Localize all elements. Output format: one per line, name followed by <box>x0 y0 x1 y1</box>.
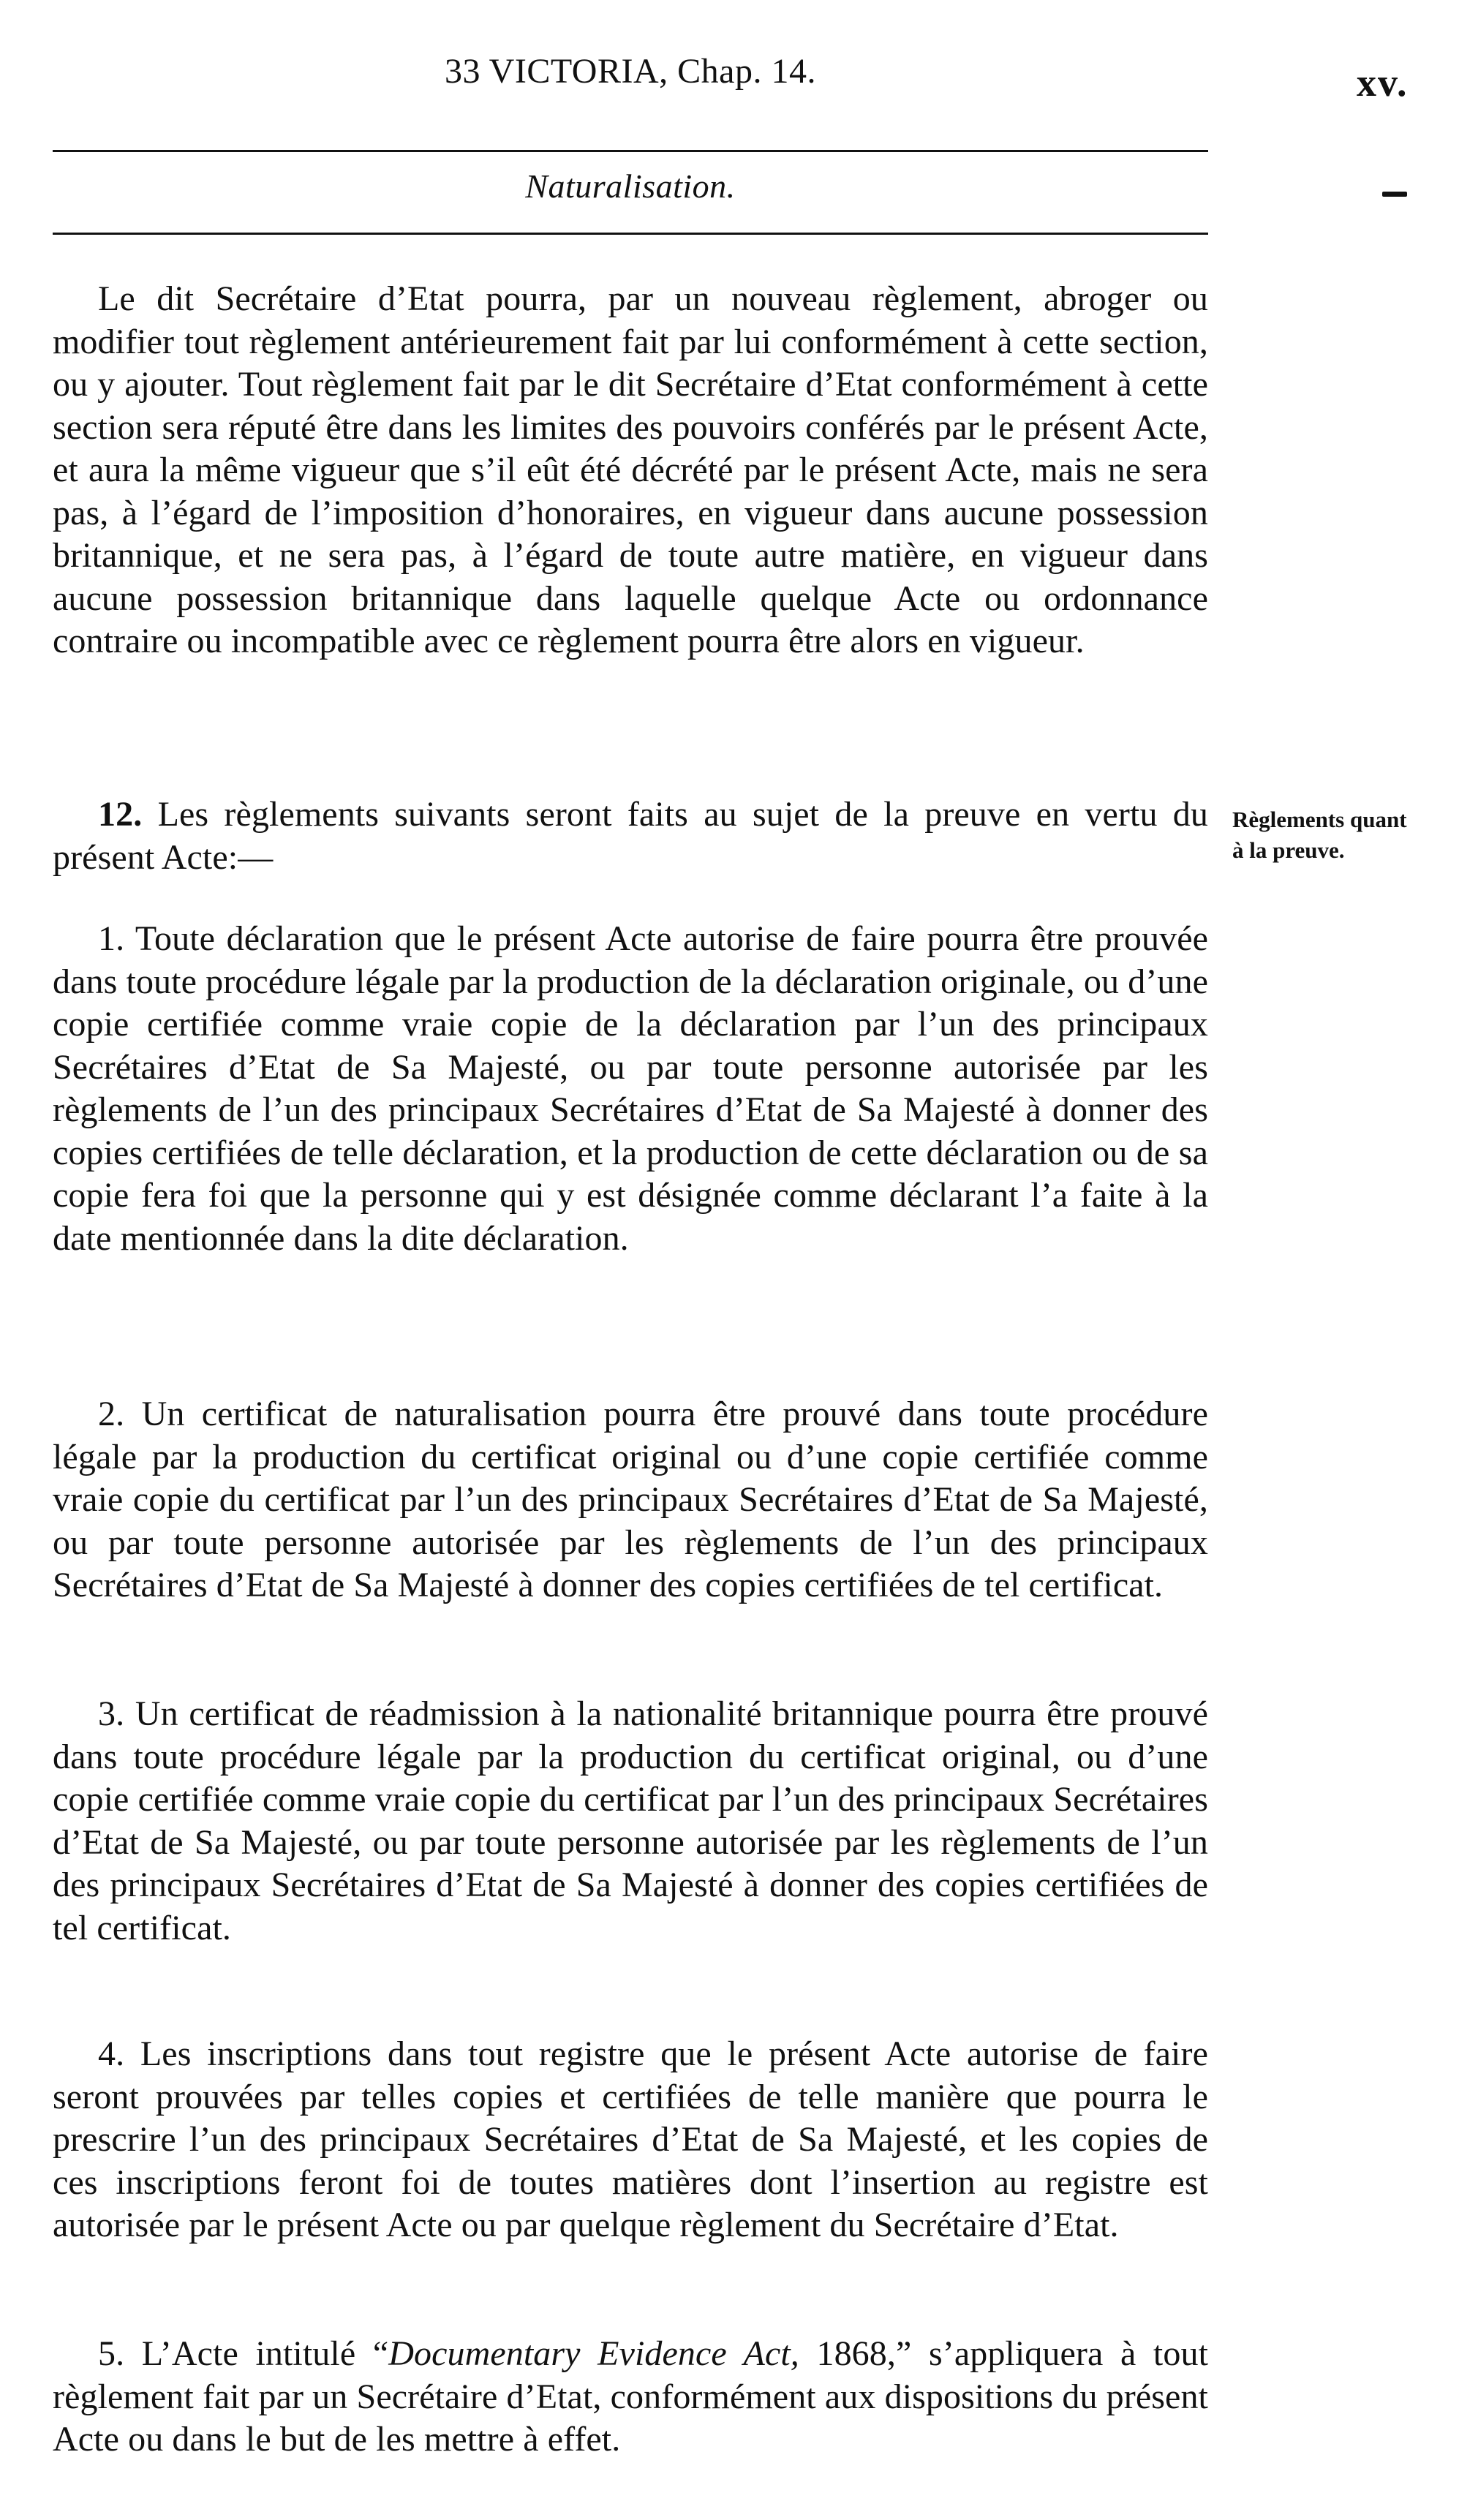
act-title: Documentary Evidence Act, <box>388 2334 799 2373</box>
margin-dash-mark <box>1382 192 1407 197</box>
section-text: Les règlements suivants seront faits au sujet de la preuve en vertu du présent Acte:— <box>53 795 1208 877</box>
clause-2 <box>53 1393 1208 1607</box>
section-12-paragraph <box>53 793 1208 879</box>
section-number: 12. <box>98 795 143 834</box>
clause-5 <box>53 2333 1208 2461</box>
clause-3 <box>53 1693 1208 1950</box>
running-head: 33 VICTORIA, Chap. 14. <box>445 52 816 91</box>
page-number: xv. <box>1357 61 1409 105</box>
header-rule-top <box>53 150 1208 152</box>
clause-number: 5. <box>98 2334 125 2373</box>
clause-text: Un certificat de naturalisation pourra être prouvé dans toute procédure légale par la production du certificat original ou d’une copie certifiée comme vraie copie du certificat par l’un des principaux Secrétaires d’Etat de Sa Majesté, ou par toute personne autorisée par les règlements de l’un des principaux Secrétaires d’Etat de Sa Majesté à donner des copies certifiées de tel certificat. <box>53 1395 1208 1604</box>
clause-number: 1. <box>98 919 125 958</box>
intro-paragraph: Le dit Secrétaire d’Etat pourra, par un nouveau règlement, abroger ou modifier tout règlement antérieurement fait par lui conformément à cette section, ou y ajouter. Tout règlement fait par le dit Secrétaire d’Etat conformément à cette section sera réputé être dans les limites des pouvoirs conférés par le présent Acte, et aura la même vigueur que s’il eût été décrété par le présent Acte, mais ne sera pas, à l’égard de l’imposition d’honoraires, en vigueur dans aucune possession britannique, et ne sera pas, à l’égard de toute autre matière, en vigueur dans aucune possession britannique dans laquelle quelque Acte ou ordonnance contraire ou incompatible avec ce règlement pourra être alors en vigueur. <box>53 279 1208 660</box>
clause-text-after: 1868,” s’appliquera à tout règlement fait par un Secrétaire d’Etat, conformément aux dispositions du présent Acte ou dans le but de les mettre à effet. <box>53 2334 1209 2459</box>
clause-text: Toute déclaration que le présent Acte autorise de faire pourra être prouvée dans toute procédure légale par la production de la déclaration originale, ou d’une copie certifiée comme vraie copie de la déclaration par l’un des principaux Secrétaires d’Etat de Sa Majesté, ou par toute personne autorisée par les règlements de l’un des principaux Secrétaires d’Etat de Sa Majesté à donner des copies certifiées de telle déclaration, et la production de cette déclaration ou de sa copie fera foi que la personne qui y est désignée comme déclarant l’a faite à la date mentionnée dans la dite déclaration. <box>53 919 1209 1258</box>
section-subtitle: Naturalisation. <box>525 167 736 205</box>
clause-text: Un certificat de réadmission à la nationalité britannique pourra être prouvé dans toute procédure légale par la production du certificat original, ou d’une copie certifiée comme vraie copie du certificat par l’un des principaux Secrétaires d’Etat de Sa Majesté, ou par toute personne autorisée par les règlements de l’un des principaux Secrétaires d’Etat de Sa Majesté à donner des copies certifiées de tel certificat. <box>53 1694 1208 1947</box>
clause-1 <box>53 918 1208 1260</box>
clause-text: Les inscriptions dans tout registre que le présent Acte autorise de faire seront prouvées par telles copies et certifiées de telle manière que pourra le prescrire l’un des principaux Secrétaires d’Etat de Sa Majesté, et les copies de ces inscriptions feront foi de toutes matières dont l’insertion au registre est autorisée par le présent Acte ou par quelque règlement du Secrétaire d’Etat. <box>53 2034 1208 2244</box>
clause-text-before: L’Acte intitulé “ <box>141 2334 389 2373</box>
header-rule-bottom <box>53 233 1208 235</box>
clause-number: 2. <box>98 1395 125 1433</box>
clause-number: 4. <box>98 2034 125 2073</box>
clause-4 <box>53 2033 1208 2247</box>
clause-number: 3. <box>98 1694 125 1733</box>
margin-note: Règlements quant à la preuve. <box>1232 807 1407 863</box>
